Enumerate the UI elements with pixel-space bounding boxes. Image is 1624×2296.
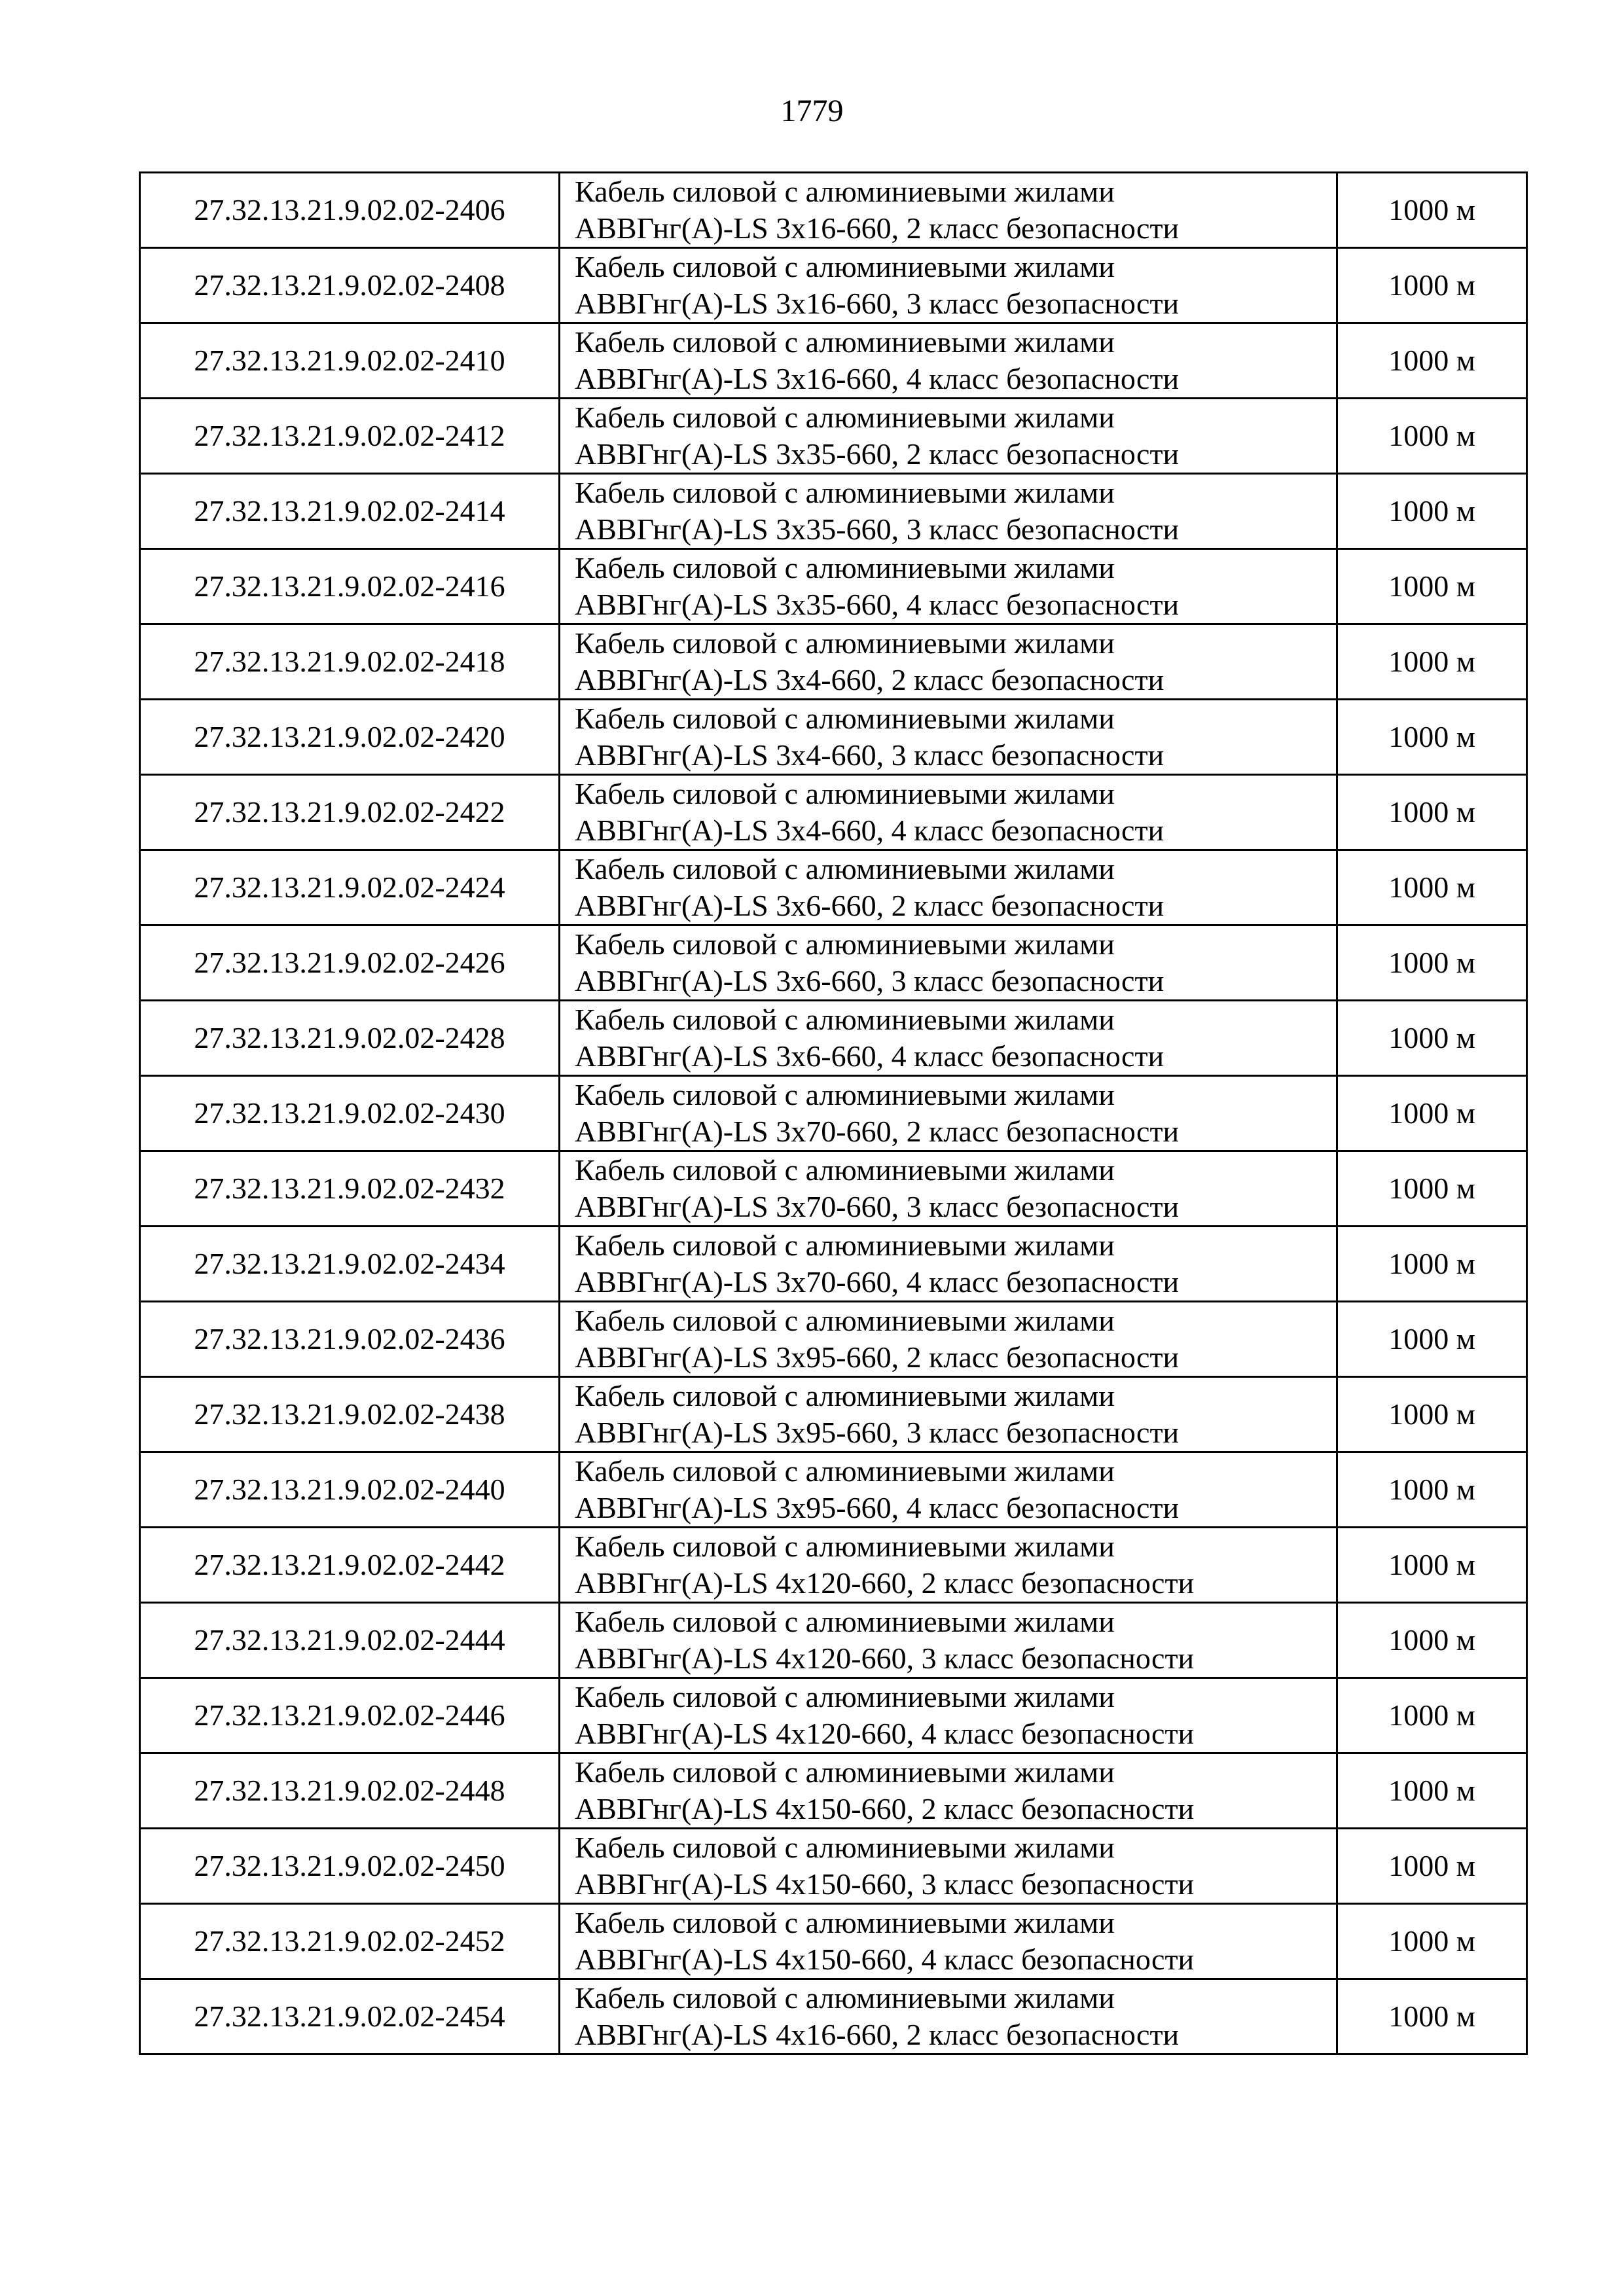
resource-name-line-1: Кабель силовой с алюминиевыми жилами (575, 1229, 1115, 1262)
resource-name-line-2: АВВГнг(А)-LS 3х70-660, 2 класс безопасности (575, 1115, 1180, 1148)
resource-code-cell: 27.32.13.21.9.02.02-2432 (140, 1151, 560, 1227)
resource-code-cell: 27.32.13.21.9.02.02-2426 (140, 925, 560, 1001)
resource-name-cell (560, 248, 1337, 323)
measurement-unit-cell: 1000 м (1337, 850, 1527, 925)
resource-code-cell: 27.32.13.21.9.02.02-2452 (140, 1904, 560, 1979)
resource-code-cell: 27.32.13.21.9.02.02-2438 (140, 1377, 560, 1452)
resource-name-line-2: АВВГнг(А)-LS 3х4-660, 4 класс безопасности (575, 814, 1164, 847)
resource-name-line-1: Кабель силовой с алюминиевыми жилами (575, 1379, 1115, 1412)
resource-name-cell (560, 700, 1337, 775)
measurement-unit-cell: 1000 м (1337, 323, 1527, 399)
resource-name-line-1: Кабель силовой с алюминиевыми жилами (575, 1605, 1115, 1638)
table-row (140, 1452, 1527, 1528)
resource-code-cell: 27.32.13.21.9.02.02-2416 (140, 549, 560, 624)
resource-name-line-1: Кабель силовой с алюминиевыми жилами (575, 476, 1115, 509)
resource-name-line-1: Кабель силовой с алюминиевыми жилами (575, 1454, 1115, 1488)
resource-code-cell: 27.32.13.21.9.02.02-2454 (140, 1979, 560, 2054)
resource-name-line-1: Кабель силовой с алюминиевыми жилами (575, 401, 1115, 434)
table-row (140, 1979, 1527, 2054)
resource-name-line-1: Кабель силовой с алюминиевыми жилами (575, 1003, 1115, 1036)
resource-name-line-2: АВВГнг(А)-LS 4х16-660, 2 класс безопасности (575, 2018, 1180, 2051)
measurement-unit-cell: 1000 м (1337, 399, 1527, 474)
resource-name-cell (560, 1528, 1337, 1603)
resource-code-cell: 27.32.13.21.9.02.02-2414 (140, 474, 560, 549)
resource-name-line-2: АВВГнг(А)-LS 3х6-660, 2 класс безопасности (575, 889, 1164, 922)
measurement-unit-cell: 1000 м (1337, 474, 1527, 549)
resource-code-cell: 27.32.13.21.9.02.02-2448 (140, 1753, 560, 1829)
measurement-unit-cell: 1000 м (1337, 549, 1527, 624)
table-row (140, 624, 1527, 700)
resource-code-cell: 27.32.13.21.9.02.02-2450 (140, 1829, 560, 1904)
measurement-unit-cell: 1000 м (1337, 775, 1527, 850)
resource-name-cell (560, 1452, 1337, 1528)
resource-name-cell (560, 1302, 1337, 1377)
resource-name-cell (560, 850, 1337, 925)
resource-name-line-1: Кабель силовой с алюминиевыми жилами (575, 852, 1115, 886)
resource-name-line-2: АВВГнг(А)-LS 4х120-660, 3 класс безопасности (575, 1641, 1195, 1675)
resource-name-line-2: АВВГнг(А)-LS 3х95-660, 3 класс безопасности (575, 1416, 1180, 1449)
table-body (140, 173, 1527, 2054)
resource-name-line-1: Кабель силовой с алюминиевыми жилами (575, 702, 1115, 735)
resource-name-line-1: Кабель силовой с алюминиевыми жилами (575, 1153, 1115, 1187)
measurement-unit-cell: 1000 м (1337, 1979, 1527, 2054)
resource-name-line-1: Кабель силовой с алюминиевыми жилами (575, 175, 1115, 208)
resource-name-line-1: Кабель силовой с алюминиевыми жилами (575, 551, 1115, 584)
resource-name-line-1: Кабель силовой с алюминиевыми жилами (575, 1755, 1115, 1789)
resource-name-cell (560, 775, 1337, 850)
table-row (140, 399, 1527, 474)
resource-name-line-2: АВВГнг(А)-LS 4х150-660, 2 класс безопасности (575, 1792, 1195, 1825)
resource-code-cell: 27.32.13.21.9.02.02-2430 (140, 1076, 560, 1151)
resource-name-line-2: АВВГнг(А)-LS 3х16-660, 4 класс безопасности (575, 362, 1180, 395)
measurement-unit-cell: 1000 м (1337, 1377, 1527, 1452)
measurement-unit-cell: 1000 м (1337, 1753, 1527, 1829)
resource-name-cell (560, 549, 1337, 624)
resource-name-line-1: Кабель силовой с алюминиевыми жилами (575, 1680, 1115, 1713)
table-row (140, 1076, 1527, 1151)
resource-name-line-2: АВВГнг(А)-LS 3х16-660, 3 класс безопасности (575, 287, 1180, 320)
resource-name-cell (560, 1151, 1337, 1227)
page-number: 1779 (780, 94, 844, 128)
resource-name-cell (560, 1979, 1337, 2054)
resource-name-line-1: Кабель силовой с алюминиевыми жилами (575, 250, 1115, 283)
resource-code-cell: 27.32.13.21.9.02.02-2444 (140, 1603, 560, 1678)
resource-name-line-2: АВВГнг(А)-LS 3х95-660, 4 класс безопасности (575, 1491, 1180, 1524)
resource-name-cell (560, 1377, 1337, 1452)
resource-code-cell: 27.32.13.21.9.02.02-2418 (140, 624, 560, 700)
table-row (140, 1528, 1527, 1603)
table-row (140, 1151, 1527, 1227)
resource-code-cell: 27.32.13.21.9.02.02-2408 (140, 248, 560, 323)
resource-code-cell: 27.32.13.21.9.02.02-2412 (140, 399, 560, 474)
measurement-unit-cell: 1000 м (1337, 1001, 1527, 1076)
resource-name-cell (560, 1227, 1337, 1302)
measurement-unit-cell: 1000 м (1337, 248, 1527, 323)
resource-name-cell (560, 474, 1337, 549)
table-row (140, 173, 1527, 248)
table-row (140, 850, 1527, 925)
resource-name-line-1: Кабель силовой с алюминиевыми жилами (575, 1906, 1115, 1939)
table-row (140, 1227, 1527, 1302)
resource-name-line-1: Кабель силовой с алюминиевыми жилами (575, 1078, 1115, 1111)
table-row (140, 474, 1527, 549)
measurement-unit-cell: 1000 м (1337, 700, 1527, 775)
resource-name-line-2: АВВГнг(А)-LS 3х35-660, 2 класс безопасности (575, 437, 1180, 471)
resource-code-cell: 27.32.13.21.9.02.02-2434 (140, 1227, 560, 1302)
measurement-unit-cell: 1000 м (1337, 1302, 1527, 1377)
resource-name-line-2: АВВГнг(А)-LS 3х95-660, 2 класс безопасности (575, 1340, 1180, 1374)
table-row (140, 1753, 1527, 1829)
resource-name-line-1: Кабель силовой с алюминиевыми жилами (575, 777, 1115, 810)
resource-name-line-1: Кабель силовой с алюминиевыми жилами (575, 1981, 1115, 2015)
resource-name-line-1: Кабель силовой с алюминиевыми жилами (575, 626, 1115, 660)
measurement-unit-cell: 1000 м (1337, 1151, 1527, 1227)
measurement-unit-cell: 1000 м (1337, 925, 1527, 1001)
resource-name-line-2: АВВГнг(А)-LS 3х70-660, 3 класс безопасности (575, 1190, 1180, 1223)
measurement-unit-cell: 1000 м (1337, 1452, 1527, 1528)
table-row (140, 700, 1527, 775)
measurement-unit-cell: 1000 м (1337, 1904, 1527, 1979)
resource-name-line-2: АВВГнг(А)-LS 3х6-660, 3 класс безопасности (575, 964, 1164, 997)
measurement-unit-cell: 1000 м (1337, 1829, 1527, 1904)
resource-name-cell (560, 1829, 1337, 1904)
table-row (140, 323, 1527, 399)
table-row (140, 248, 1527, 323)
measurement-unit-cell: 1000 м (1337, 1076, 1527, 1151)
measurement-unit-cell: 1000 м (1337, 1678, 1527, 1753)
resource-name-cell (560, 173, 1337, 248)
resource-code-cell: 27.32.13.21.9.02.02-2446 (140, 1678, 560, 1753)
resource-name-line-2: АВВГнг(А)-LS 3х35-660, 3 класс безопасности (575, 512, 1180, 546)
resource-name-cell (560, 925, 1337, 1001)
measurement-unit-cell: 1000 м (1337, 1603, 1527, 1678)
measurement-unit-cell: 1000 м (1337, 624, 1527, 700)
resource-name-cell (560, 1753, 1337, 1829)
resource-code-cell: 27.32.13.21.9.02.02-2428 (140, 1001, 560, 1076)
resource-name-line-1: Кабель силовой с алюминиевыми жилами (575, 1530, 1115, 1563)
table-row (140, 1603, 1527, 1678)
resource-name-line-1: Кабель силовой с алюминиевыми жилами (575, 1831, 1115, 1864)
resource-name-line-2: АВВГнг(А)-LS 4х120-660, 2 класс безопасности (575, 1566, 1195, 1600)
table-row (140, 925, 1527, 1001)
resource-name-cell (560, 1904, 1337, 1979)
table-row (140, 1829, 1527, 1904)
resource-table (139, 171, 1528, 2055)
resource-code-cell: 27.32.13.21.9.02.02-2410 (140, 323, 560, 399)
resource-code-cell: 27.32.13.21.9.02.02-2422 (140, 775, 560, 850)
resource-name-cell (560, 1076, 1337, 1151)
resource-name-line-1: Кабель силовой с алюминиевыми жилами (575, 1304, 1115, 1337)
resource-name-line-1: Кабель силовой с алюминиевыми жилами (575, 927, 1115, 961)
table-row (140, 1001, 1527, 1076)
table-row (140, 1904, 1527, 1979)
resource-name-line-2: АВВГнг(А)-LS 3х6-660, 4 класс безопасности (575, 1039, 1164, 1073)
table-row (140, 1678, 1527, 1753)
measurement-unit-cell: 1000 м (1337, 173, 1527, 248)
resource-code-cell: 27.32.13.21.9.02.02-2440 (140, 1452, 560, 1528)
resource-name-line-2: АВВГнг(А)-LS 3х35-660, 4 класс безопасности (575, 588, 1180, 621)
table-row (140, 1302, 1527, 1377)
resource-name-line-2: АВВГнг(А)-LS 4х150-660, 3 класс безопасности (575, 1867, 1195, 1901)
resource-code-cell: 27.32.13.21.9.02.02-2406 (140, 173, 560, 248)
measurement-unit-cell: 1000 м (1337, 1528, 1527, 1603)
resource-name-cell (560, 1603, 1337, 1678)
resource-name-cell (560, 399, 1337, 474)
resource-code-cell: 27.32.13.21.9.02.02-2424 (140, 850, 560, 925)
resource-name-line-2: АВВГнг(А)-LS 3х4-660, 2 класс безопасности (575, 663, 1164, 696)
measurement-unit-cell: 1000 м (1337, 1227, 1527, 1302)
resource-name-line-2: АВВГнг(А)-LS 3х16-660, 2 класс безопасности (575, 211, 1180, 245)
resource-name-line-2: АВВГнг(А)-LS 3х4-660, 3 класс безопасности (575, 738, 1164, 772)
resource-name-cell (560, 1001, 1337, 1076)
resource-name-cell (560, 1678, 1337, 1753)
resource-code-cell: 27.32.13.21.9.02.02-2420 (140, 700, 560, 775)
resource-name-cell (560, 624, 1337, 700)
table-row (140, 549, 1527, 624)
resource-code-cell: 27.32.13.21.9.02.02-2442 (140, 1528, 560, 1603)
table-row (140, 1377, 1527, 1452)
resource-name-cell (560, 323, 1337, 399)
resource-name-line-1: Кабель силовой с алюминиевыми жилами (575, 325, 1115, 359)
resource-name-line-2: АВВГнг(А)-LS 4х120-660, 4 класс безопасности (575, 1717, 1195, 1750)
resource-name-line-2: АВВГнг(А)-LS 3х70-660, 4 класс безопасности (575, 1265, 1180, 1299)
table-row (140, 775, 1527, 850)
resource-code-cell: 27.32.13.21.9.02.02-2436 (140, 1302, 560, 1377)
resource-name-line-2: АВВГнг(А)-LS 4х150-660, 4 класс безопасности (575, 1943, 1195, 1976)
